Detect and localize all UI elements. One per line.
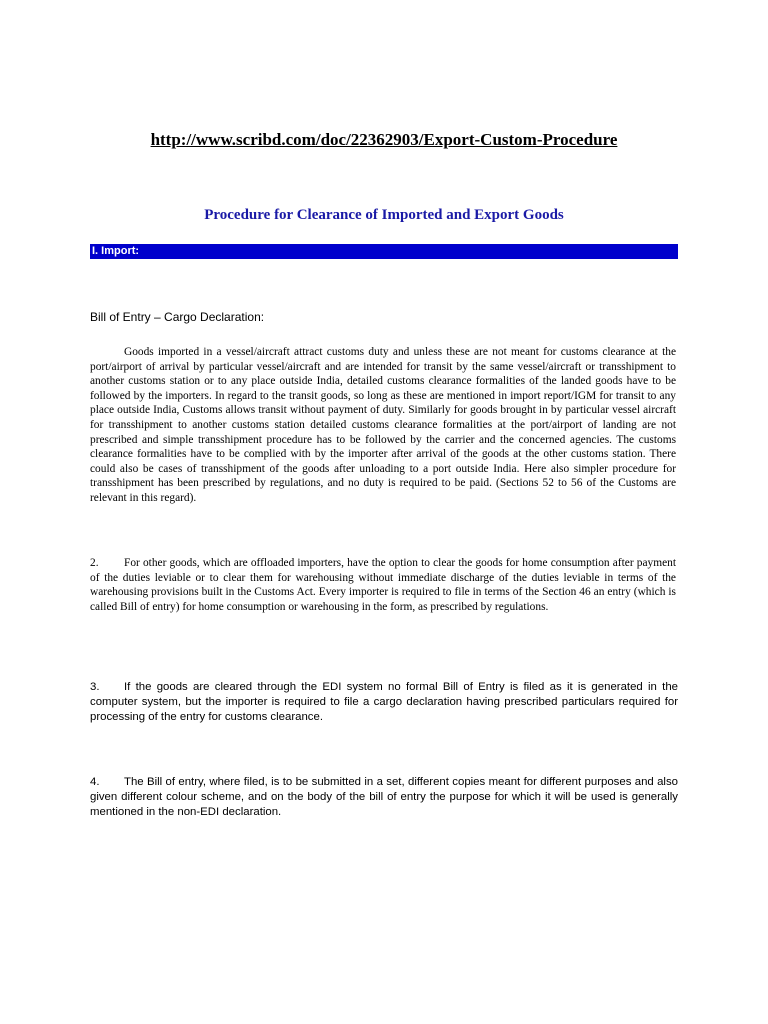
paragraph-3-number: 3. xyxy=(90,681,100,693)
document-title: Procedure for Clearance of Imported and Export Goods xyxy=(204,207,564,223)
paragraph-1-text: Goods imported in a vessel/aircraft attract customs duty and unless these are not meant for customs clearance at the port/airport of arrival by particular vessel/aircraft and are intended for transit by the same vessel/aircraft or transshipment to another customs station or to any place outside India, detailed customs clearance formalities of the landed goods have to be followed by the importers. In regard to the transit goods, so long as these are mentioned in import report/IGM for transit to any place outside India, Customs allows transit without payment of duty. Similarly for goods brought in by particular vessel aircraft for transshipment to another customs station detailed customs clearance formalities at the port/airport of landing are not prescribed and simple transshipment procedure has to be followed by the carrier and the concerned agencies. The customs clearance formalities have to be complied with by the importer after arrival of the goods at the other customs station. There could also be cases of transshipment of the goods after unloading to a port outside India. Here also simpler procedure for transshipment has been prescribed by regulations, and no duty is required to be paid. (Sections 52 to 56 of the Customs are relevant in this regard). xyxy=(90,346,676,504)
paragraph-2-number: 2. xyxy=(90,557,99,569)
paragraph-3 xyxy=(90,680,678,725)
paragraph-2-text: For other goods, which are offloaded importers, have the option to clear the goods for home consumption after payment of the duties leviable or to clear them for warehousing without immediate discharge of the duties leviable in terms of the warehousing provisions built in the Customs Act. Every importer is required to file in terms of the Section 46 an entry (which is called Bill of entry) for home consumption or warehousing in the form, as prescribed by regulations. xyxy=(90,557,676,613)
source-url-link[interactable]: http://www.scribd.com/doc/22362903/Export-Custom-Procedure xyxy=(150,130,618,149)
section-header-bar xyxy=(90,244,678,259)
paragraph-3-text: If the goods are cleared through the EDI system no formal Bill of Entry is filed as it is generated in the computer system, but the importer is required to file a cargo declaration having prescribed particulars required for processing of the entry for customs clearance. xyxy=(90,681,678,723)
paragraph-4-number: 4. xyxy=(90,776,100,788)
paragraph-1 xyxy=(90,345,676,506)
subheading: Bill of Entry – Cargo Declaration: xyxy=(90,310,265,324)
section-header-label: I. Import: xyxy=(92,245,140,257)
paragraph-2 xyxy=(90,556,676,614)
paragraph-4-text: The Bill of entry, where filed, is to be submitted in a set, different copies meant for different purposes and also given different colour scheme, and on the body of the bill of entry the purpose for which it will be used is generally mentioned in the non-EDI declaration. xyxy=(90,776,678,818)
paragraph-4 xyxy=(90,775,678,820)
